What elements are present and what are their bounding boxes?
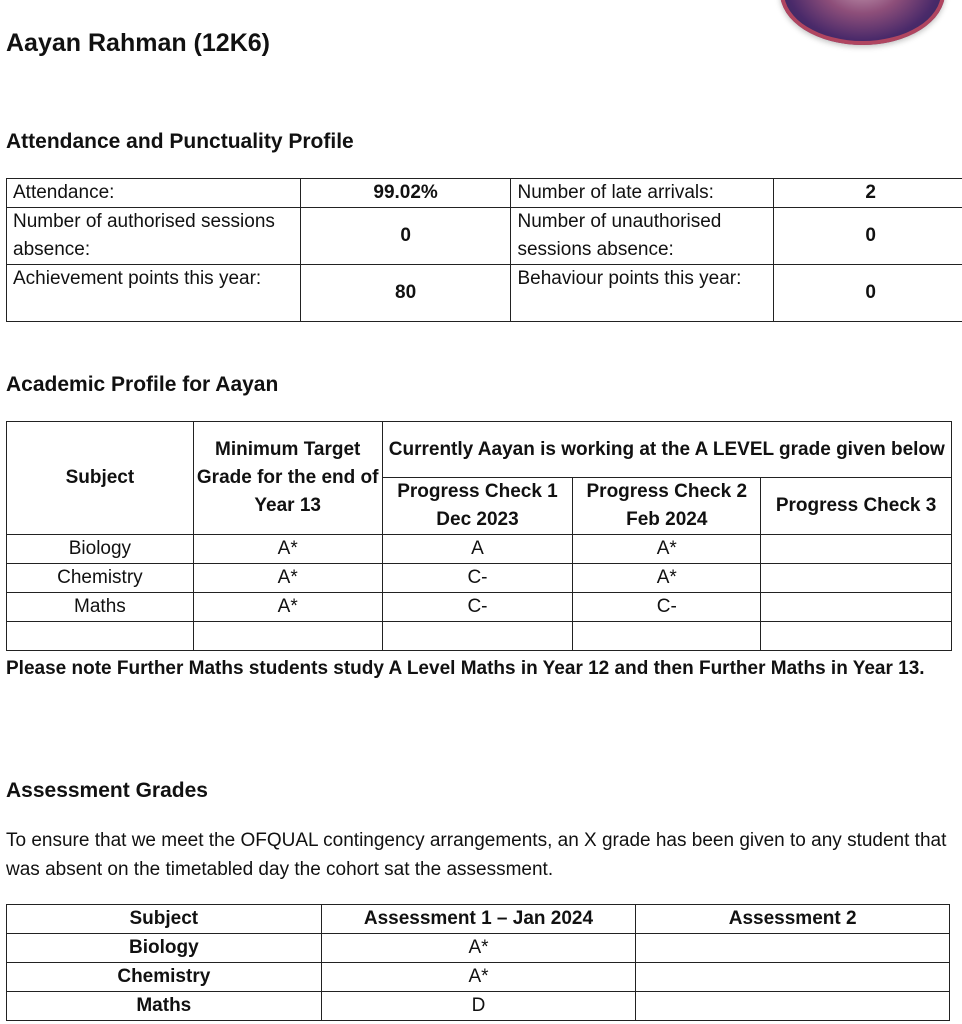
subject-cell: Maths xyxy=(7,992,322,1021)
student-name: Aayan Rahman (12K6) xyxy=(6,29,270,57)
assessment-1-cell: D xyxy=(321,992,636,1021)
unauthorised-absence-value: 0 xyxy=(774,208,962,265)
progress-check-2-header: Progress Check 2 Feb 2024 xyxy=(573,478,761,535)
assessment-2-cell xyxy=(636,992,950,1021)
behaviour-points-label: Behaviour points this year: xyxy=(511,265,774,322)
assessment-title: Assessment Grades xyxy=(6,779,208,802)
behaviour-points-value: 0 xyxy=(774,265,962,322)
pc3-cell xyxy=(761,622,952,651)
further-maths-note: Please note Further Maths students study A Level Maths in Year 12 and then Further Maths in Year 13. xyxy=(6,658,925,679)
late-arrivals-label: Number of late arrivals: xyxy=(511,179,774,208)
attendance-row xyxy=(7,265,962,322)
table-row xyxy=(7,622,952,651)
assessment-intro: To ensure that we meet the OFQUAL contingency arrangements, an X grade has been given to any student that was absent on the timetabled day the cohort sat the assessment. xyxy=(6,830,947,880)
subject-cell: Biology xyxy=(7,934,322,963)
late-arrivals-value: 2 xyxy=(774,179,962,208)
target-cell: A* xyxy=(193,593,382,622)
pc3-cell xyxy=(761,564,952,593)
table-row xyxy=(7,593,952,622)
subject-cell: Biology xyxy=(7,535,194,564)
subject-cell: Chemistry xyxy=(7,963,322,992)
academic-table xyxy=(6,421,952,651)
assessment-1-cell: A* xyxy=(321,934,636,963)
attendance-label: Attendance: xyxy=(7,179,301,208)
school-logo xyxy=(780,0,945,45)
assessment-1-header: Assessment 1 – Jan 2024 xyxy=(321,905,636,934)
authorised-absence-value: 0 xyxy=(300,208,511,265)
table-row xyxy=(7,564,952,593)
assessment-subject-header: Subject xyxy=(7,905,322,934)
assessment-2-header: Assessment 2 xyxy=(636,905,950,934)
target-cell: A* xyxy=(193,535,382,564)
assessment-2-cell xyxy=(636,934,950,963)
table-row xyxy=(7,535,952,564)
progress-check-3-header: Progress Check 3 xyxy=(761,478,952,535)
pc2-cell: C- xyxy=(573,593,761,622)
subject-cell: Maths xyxy=(7,593,194,622)
working-grade-header: Currently Aayan is working at the A LEVEL grade given below xyxy=(382,422,951,478)
pc1-cell: C- xyxy=(382,564,573,593)
subject-cell xyxy=(7,622,194,651)
achievement-points-value: 80 xyxy=(300,265,511,322)
pc2-cell xyxy=(573,622,761,651)
subject-header: Subject xyxy=(7,422,194,535)
attendance-row xyxy=(7,179,962,208)
table-row xyxy=(7,963,950,992)
attendance-table xyxy=(6,178,962,322)
assessment-1-cell: A* xyxy=(321,963,636,992)
pc3-cell xyxy=(761,593,952,622)
pc2-cell: A* xyxy=(573,535,761,564)
table-row xyxy=(7,934,950,963)
attendance-row xyxy=(7,208,962,265)
min-target-header: Minimum Target Grade for the end of Year 13 xyxy=(193,422,382,535)
pc1-cell: C- xyxy=(382,593,573,622)
academic-title: Academic Profile for Aayan xyxy=(6,373,279,396)
assessment-table xyxy=(6,904,950,1021)
pc2-cell: A* xyxy=(573,564,761,593)
attendance-title: Attendance and Punctuality Profile xyxy=(6,130,354,153)
target-cell xyxy=(193,622,382,651)
pc1-cell xyxy=(382,622,573,651)
assessment-2-cell xyxy=(636,963,950,992)
authorised-absence-label: Number of authorised sessions absence: xyxy=(7,208,301,265)
progress-check-1-header: Progress Check 1 Dec 2023 xyxy=(382,478,573,535)
pc1-cell: A xyxy=(382,535,573,564)
achievement-points-label: Achievement points this year: xyxy=(7,265,301,322)
table-row xyxy=(7,992,950,1021)
pc3-cell xyxy=(761,535,952,564)
subject-cell: Chemistry xyxy=(7,564,194,593)
unauthorised-absence-label: Number of unauthorised sessions absence: xyxy=(511,208,774,265)
target-cell: A* xyxy=(193,564,382,593)
attendance-value: 99.02% xyxy=(300,179,511,208)
